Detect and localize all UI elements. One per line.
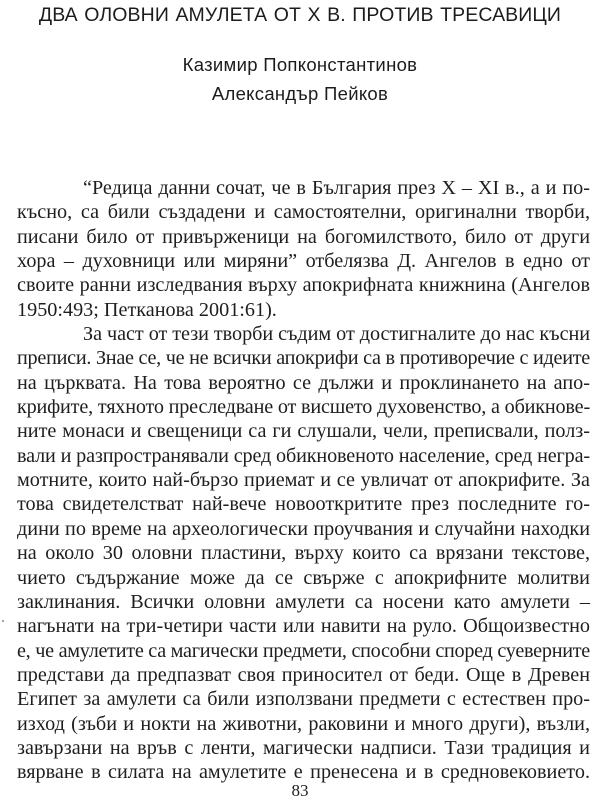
text-line: нагънати на три-четири части или навити на руло. Общоизвестно bbox=[17, 615, 590, 638]
text-line: изход (зъби и нокти на животни, раковини и много други), възли, bbox=[17, 712, 590, 735]
text-line: 1950:493; Петканова 2001:61). bbox=[17, 298, 277, 321]
text-line: мотните, които най-бързо приемат и се увличат от апокрифите. За bbox=[17, 469, 590, 492]
text-line: крифите, тяхното преследване от висшето духовенство, а обикнове- bbox=[17, 396, 590, 419]
scan-speck bbox=[2, 620, 4, 622]
text-line: хора – духовници или миряни” отбелязва Д. Ангелов в едно от bbox=[17, 250, 590, 273]
text-line: вали и разпространявали сред обикновеното население, сред негра- bbox=[17, 444, 591, 467]
text-line: ните монаси и свещеници са ги слушали, чели, преписвали, полз- bbox=[17, 420, 590, 443]
paragraph-2 bbox=[17, 322, 590, 785]
text-line: преписи. Знае се, че не всички апокрифи са в противоречие с идеите bbox=[17, 347, 591, 370]
text-line: чието съдържание може да се свърже с апокрифните молитви bbox=[17, 566, 590, 589]
text-line: на църквата. На това вероятно се дължи и проклинането на апо- bbox=[17, 371, 590, 394]
text-line: дини по време на археологически проучвания и случайни находки bbox=[17, 517, 590, 540]
paragraph-1 bbox=[17, 176, 590, 322]
text-line: “Редица данни сочат, че в България през X – XI в., а и по- bbox=[83, 177, 590, 199]
text-line: късно, са били създадени и самостоятелни, оригинални творби, bbox=[17, 201, 590, 224]
text-line: вярване в силата на амулетите е пренесена и в средновековието. bbox=[17, 761, 590, 784]
text-line: заклинания. Всички оловни амулети са носени като амулети – bbox=[17, 590, 590, 613]
page-number: 83 bbox=[291, 781, 309, 800]
text-line: това свидетелстват най-вече новооткритите през последните го- bbox=[17, 493, 590, 516]
text-line: Египет за амулети са били използвани предмети с естествен про- bbox=[17, 688, 590, 711]
text-line: на около 30 оловни пластини, върху които са врязани текстове, bbox=[17, 542, 590, 565]
article-title: ДВА ОЛОВНИ АМУЛЕТА ОТ Х В. ПРОТИВ ТРЕСАВИЦИ bbox=[38, 4, 562, 26]
text-line: За част от тези творби съдим от достигналите до нас късни bbox=[83, 323, 591, 346]
article-body bbox=[17, 176, 590, 785]
author-name-1: Казимир Попконстантинов bbox=[182, 54, 418, 75]
text-line: завързани на връв с ленти, магически надписи. Тази традиция и bbox=[17, 736, 590, 759]
text-line: представи да предпазват своя приносител от беди. Още в Древен bbox=[17, 663, 590, 686]
author-name-2: Александър Пейков bbox=[211, 83, 389, 104]
text-line: своите ранни изследвания върху апокрифната книжнина (Ангелов bbox=[17, 274, 590, 297]
text-line: писани било от привърженици на богомилството, било от други bbox=[17, 225, 590, 248]
text-line: е, че амулетите са магически предмети, способни според суеверните bbox=[17, 639, 590, 662]
